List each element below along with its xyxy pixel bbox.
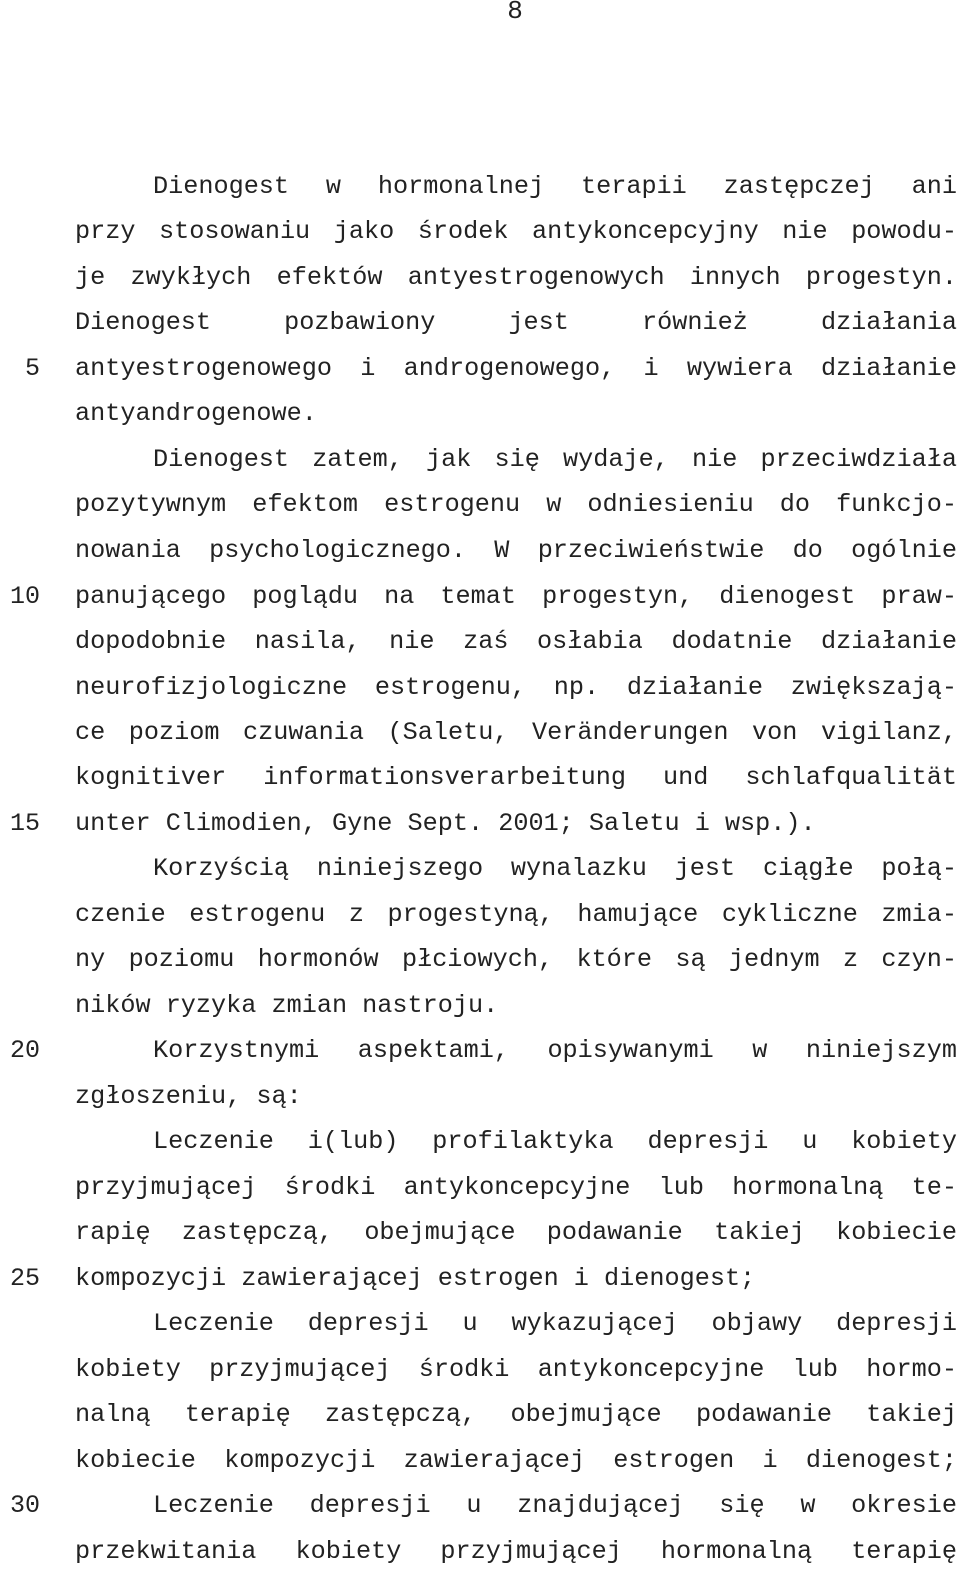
text-line: nalną terapię zastępczą, obejmujące podawanie takiej [75,1400,957,1429]
text-line: przekwitania kobiety przyjmującej hormonalną terapię [75,1537,957,1566]
text-line: antyestrogenowego i androgenowego, i wywiera działanie [75,354,957,383]
text-line: Leczenie i(lub) profilaktyka depresji u kobiety [153,1127,957,1156]
line-number-5: 5 [24,354,40,383]
text-line: rapię zastępczą, obejmujące podawanie takiej kobiecie [75,1218,957,1247]
text-line: je zwykłych efektów antyestrogenowych innych progestyn. [75,263,957,292]
text-line: panującego poglądu na temat progestyn, dienogest praw- [75,582,957,611]
text-line: unter Climodien, Gyne Sept. 2001; Saletu i wsp.). [75,809,816,838]
text-line: zgłoszeniu, są: [75,1082,302,1111]
text-line: Leczenie depresji u wykazującej objawy depresji [153,1309,957,1338]
text-line: kobiety przyjmującej środki antykoncepcyjne lub hormo- [75,1355,957,1384]
text-line: Korzyścią niniejszego wynalazku jest ciągłe połą- [153,854,957,883]
text-line: kobiecie kompozycji zawierającej estrogen i dienogest; [75,1446,957,1475]
text-line: Leczenie depresji u znajdującej się w okresie [153,1491,957,1520]
text-line: Dienogest zatem, jak się wydaje, nie przeciwdziała [153,445,957,474]
line-number-30: 30 [9,1491,40,1520]
text-line: pozytywnym efektom estrogenu w odniesieniu do funkcjo- [75,490,957,519]
text-line: kognitiver informationsverarbeitung und schlafqualität [75,763,957,792]
text-line: ny poziomu hormonów płciowych, które są jednym z czyn- [75,945,957,974]
text-line: Dienogest w hormonalnej terapii zastępczej ani [153,172,957,201]
text-line: Dienogest pozbawiony jest również działania [75,308,957,337]
text-line: neurofizjologiczne estrogenu, np. działanie zwiększają- [75,673,957,702]
line-number-20: 20 [9,1036,40,1065]
text-line: dopodobnie nasila, nie zaś osłabia dodatnie działanie [75,627,957,656]
line-number-10: 10 [9,582,40,611]
page-number: 8 [507,0,523,26]
text-line: ników ryzyka zmian nastroju. [75,991,499,1020]
text-line: czenie estrogenu z progestyną, hamujące cykliczne zmia- [75,900,957,929]
text-line: kompozycji zawierającej estrogen i dienogest; [75,1264,756,1293]
text-line: Korzystnymi aspektami, opisywanymi w niniejszym [153,1036,957,1065]
text-line: nowania psychologicznego. W przeciwieństwie do ogólnie [75,536,957,565]
line-number-25: 25 [9,1264,40,1293]
line-number-15: 15 [9,809,40,838]
text-line: antyandrogenowe. [75,399,317,428]
text-line: przyjmującej środki antykoncepcyjne lub hormonalną te- [75,1173,957,1202]
text-line: przy stosowaniu jako środek antykoncepcyjny nie powodu- [75,217,957,246]
text-line: ce poziom czuwania (Saletu, Veränderungen von vigilanz, [75,718,957,747]
